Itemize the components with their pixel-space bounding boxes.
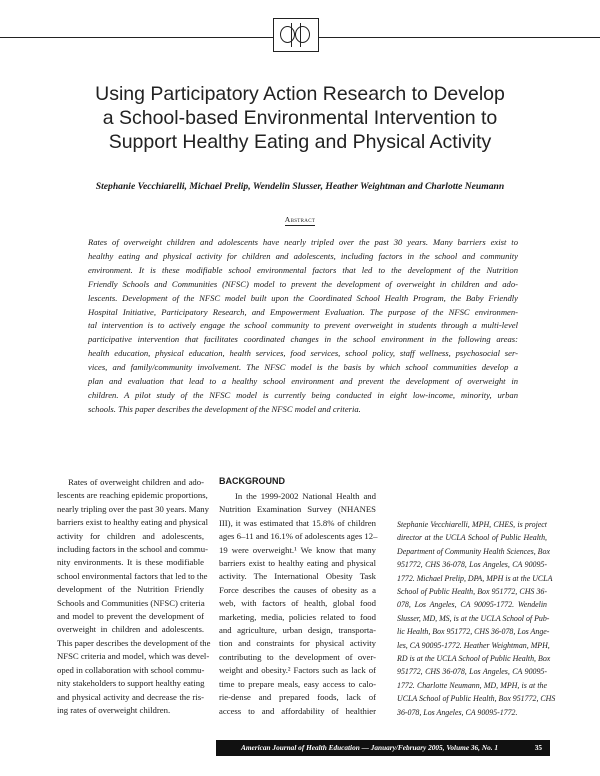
title-line: a School-based Environmental Intervention to bbox=[102, 107, 498, 129]
abstract-line: Rates of overweight children and adolescents have nearly tripled over the past 30 years. Many barriers exist to bbox=[88, 237, 518, 247]
body-line: activity for children and adolescents, bbox=[57, 530, 204, 541]
abstract-line: environment. It is these modifiable school environmental factors that led to the development of the Nutrition bbox=[88, 264, 518, 275]
body-line: and model to prevent the development of bbox=[57, 611, 204, 622]
body-line: Nutrition Examination Survey (NHANES bbox=[219, 504, 376, 515]
title-line: Using Participatory Action Research to Develop bbox=[95, 83, 505, 105]
page-number: 35 bbox=[534, 743, 542, 752]
article-title bbox=[50, 82, 550, 154]
body-line: Rates of overweight children and ado- bbox=[57, 477, 204, 487]
affiliation-line: School of Public Health, Box 951772, CHS 36- bbox=[397, 587, 547, 597]
affiliation-line: 078, Los Angeles, CA 90095-1772. Wendelin bbox=[397, 600, 547, 610]
abstract-label-text: Abstract bbox=[284, 215, 316, 224]
abstract-line: lescents. Development of the NFSC model built upon the Coordinated School Health Program, the Baby Friendly bbox=[88, 292, 518, 303]
affiliation-line: 1772. Charlotte Neumann, MD, MPH, is at the bbox=[397, 680, 547, 690]
body-line: development of the Nutrition Friendly bbox=[57, 584, 204, 595]
affiliation-line: 1772. Michael Prelip, DPA, MPH is at the UCLA bbox=[397, 573, 553, 583]
affiliation-line: les, CA 90095-1772. Heather Weightman, MPH, bbox=[397, 640, 550, 650]
background-column bbox=[219, 490, 376, 718]
intro-column bbox=[57, 476, 211, 717]
body-line: NFSC criteria and model, which was devel- bbox=[57, 651, 210, 662]
body-line: ages 6–11 and 16.1% of adolescents ages 12– bbox=[219, 531, 378, 542]
body-line: and physical activity and decrease the ris- bbox=[57, 691, 204, 702]
body-line: school environmental factors that led to the bbox=[57, 570, 208, 581]
affiliation-line: 951772, CHS 36-078, Los Angeles, CA 90095- bbox=[397, 560, 547, 570]
body-line: web, with factors of health, global food bbox=[219, 598, 376, 609]
title-line: Support Healthy Eating and Physical Activity bbox=[108, 131, 492, 153]
author-affiliations bbox=[397, 518, 556, 719]
body-line: oped in collaboration with school commu- bbox=[57, 664, 205, 675]
abstract-line: Friendly Schools and Communities (NFSC) model to prevent the development of overweight in children and ado- bbox=[88, 278, 518, 289]
body-line: Schools and Communities (NFSC) criteria bbox=[57, 597, 205, 608]
body-line: marketing, media, policies related to food bbox=[219, 611, 376, 622]
abstract-line: children. A pilot study of the NFSC model is currently being conducted in eight low-income, minority, urban bbox=[88, 389, 518, 400]
body-line: access to and affordability of healthier bbox=[219, 705, 376, 716]
body-line: time to prepare meals, easy access to calo- bbox=[219, 678, 376, 689]
body-line: lescents are reaching epidemic proportions, bbox=[57, 490, 208, 501]
body-line: including factors in the school and commu- bbox=[57, 544, 209, 555]
abstract-line: healthy eating and physical activity for children and adolescents, including factors in the school and community bbox=[88, 250, 518, 261]
abstract-body bbox=[88, 236, 518, 417]
body-line: ing rates of overweight children. bbox=[57, 704, 171, 715]
affiliation-line: UCLA School of Public Health, Box 951772, CHS bbox=[397, 694, 556, 704]
journal-logo-icon bbox=[273, 18, 319, 52]
body-line: overweight in children and adolescents. bbox=[57, 624, 204, 635]
affiliation-line: Department of Community Health Sciences, Box bbox=[397, 546, 550, 556]
affiliation-line: RD is at the UCLA School of Public Health, Box bbox=[397, 654, 551, 664]
abstract-line: tal intervention is to actively engage the school community to prevent overweight in students through a multi-level bbox=[88, 320, 518, 331]
affiliation-line: Slusser, MD, MS, is at the UCLA School of Pub- bbox=[397, 613, 550, 623]
background-heading: BACKGROUND bbox=[219, 476, 285, 486]
author-list: Stephanie Vecchiarelli, Michael Prelip, Wendelin Slusser, Heather Weightman and Charlotte Neumann bbox=[95, 181, 505, 192]
body-line: nity environments. It is these modifiable bbox=[57, 557, 204, 568]
body-line: Force describes the causes of obesity as a bbox=[219, 584, 376, 595]
abstract-label bbox=[0, 215, 600, 224]
body-line: activity. The International Obesity Task bbox=[219, 571, 376, 582]
body-line: In the 1999-2002 National Health and bbox=[219, 491, 376, 501]
abstract-line: health education, physical education, health services, food services, school policy, staff wellness, psychosocial ser- bbox=[88, 348, 518, 359]
affiliation-line: lic Health, Box 951772, CHS 36-078, Los Ange- bbox=[397, 627, 550, 637]
body-line: barriers exist to healthy eating and physical bbox=[57, 517, 209, 528]
footer-citation: American Journal of Health Education — January/February 2005, Volume 36, No. 1 bbox=[241, 743, 499, 752]
body-line: rie-dense and prepared foods, lack of bbox=[219, 692, 376, 703]
body-line: 19 were overweight.¹ We know that many bbox=[219, 544, 376, 555]
body-line: barriers exist to healthy eating and physical bbox=[219, 558, 376, 569]
affiliation-line: director at the UCLA School of Public Health, bbox=[397, 533, 547, 543]
affiliation-line: 36-078, Los Angeles, CA 90095-1772. bbox=[397, 707, 518, 717]
logo-center-bar bbox=[291, 23, 301, 47]
abstract-line: Hospital Initiative, Participatory Research, and Empowerment Evaluation. The purpose of the NFSC environmen- bbox=[88, 306, 518, 317]
abstract-line: plan and evaluation that lead to a healthy school environment and prevent the development of overweight in bbox=[88, 376, 518, 387]
abstract-line: participative intervention that facilitates coordinated changes in the school environment in the following areas: bbox=[88, 334, 518, 345]
body-line: weight and obesity.² Factors such as lack of bbox=[219, 665, 376, 676]
body-line: nity stakeholders to support healthy eating bbox=[57, 678, 205, 689]
affiliation-line: Stephanie Vecchiarelli, MPH, CHES, is project bbox=[397, 520, 547, 529]
abstract-line: vices, and family/community involvement. The NFSC model is the basis by which school communities develop a bbox=[88, 362, 518, 373]
body-line: This paper describes the development of the bbox=[57, 637, 211, 648]
affiliation-line: 951772, CHS 36-078, Los Angeles, CA 90095- bbox=[397, 667, 547, 677]
body-line: contributing to the development of over- bbox=[219, 651, 376, 662]
body-line: III), it was estimated that 15.8% of children bbox=[219, 517, 376, 528]
body-line: and agriculture, urban design, transporta- bbox=[219, 625, 376, 636]
abstract-line: schools. This paper describes the development of the NFSC model and criteria. bbox=[88, 403, 361, 414]
journal-footer bbox=[216, 740, 550, 756]
body-line: nearly tripling over the past 30 years. Many bbox=[57, 503, 209, 514]
body-line: tion and constraints for physical activity bbox=[219, 638, 376, 649]
